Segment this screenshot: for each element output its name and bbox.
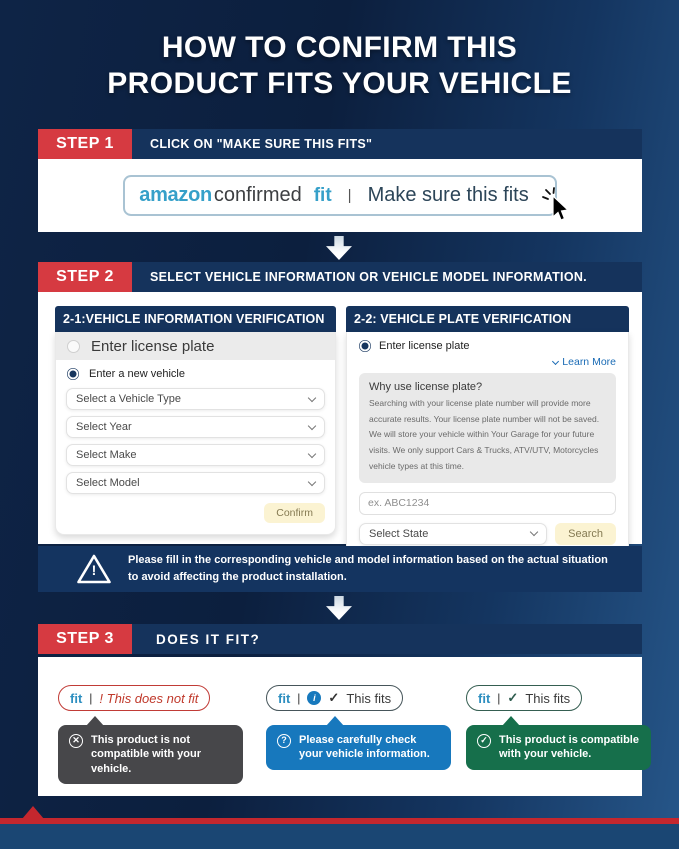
down-arrow-icon [326,236,352,260]
chevron-down-icon [308,421,316,429]
option-enter-license-plate[interactable] [56,332,335,360]
check-info-callout [266,725,451,770]
confirm-button[interactable]: Confirm [264,503,325,523]
year-select[interactable] [66,416,325,438]
warning-triangle-icon [76,553,112,585]
status-text: ! This does not fit [99,690,199,706]
amazon-confirmed-fit-widget[interactable] [123,175,557,216]
fit-badge-not-fit [58,685,210,711]
divider: | [497,691,501,705]
step1-header [38,129,642,159]
question-circle-icon: ? [277,734,291,748]
check-icon: ✓ [507,690,519,705]
radio-unchecked-icon[interactable] [67,340,80,353]
license-plate-input[interactable] [359,492,616,515]
step1-body [38,159,642,232]
x-circle-icon: ✕ [69,734,83,748]
result-does-not-fit [58,685,243,784]
radio-checked-icon[interactable] [67,368,79,380]
search-button[interactable]: Search [555,523,616,545]
panel-right-title: 2-2: VEHICLE PLATE VERIFICATION [346,306,629,332]
step3-header [38,624,642,654]
confirm-row [56,494,335,534]
fit-logo: fit [478,690,491,706]
step2-heading: SELECT VEHICLE INFORMATION OR VEHICLE MODEL INFORMATION. [132,262,642,292]
divider: | [89,691,93,705]
bottom-strip [0,824,679,849]
step2-header [38,262,642,292]
panel-left-card [55,332,336,535]
check-circle-icon: ✓ [477,734,491,748]
option-label: Enter a new vehicle [89,368,185,380]
select-placeholder: Select Year [76,421,132,433]
status-text: This fits [525,690,571,706]
warning-text [128,552,608,586]
divider: | [297,691,301,705]
step3-body [38,657,642,796]
callout-text: This product is not compatible with your vehicle. [91,734,202,775]
state-select[interactable] [359,523,547,545]
license-plate-info-box [359,373,616,483]
panel-left-title: 2-1:VEHICLE INFORMATION VERIFICATION [55,306,336,332]
option-label: Enter license plate [379,340,470,352]
select-placeholder: Select a Vehicle Type [76,393,181,405]
fit-logo: fit [313,184,332,206]
warning-line2: to avoid affecting the product installation. [128,571,347,583]
chevron-down-icon [308,477,316,485]
state-search-row [359,523,616,545]
info-title: Why use license plate? [369,381,483,393]
warning-line1: Please fill in the corresponding vehicle and model information based on the actual situation [128,553,608,566]
page-title-line1: HOW TO CONFIRM THIS [161,31,518,64]
select-placeholder: Select State [369,527,429,540]
result-fits [466,685,651,770]
radio-checked-icon[interactable] [359,340,371,352]
step2-body [38,292,642,544]
warning-bar [38,546,642,592]
info-body: Searching with your license plate number will provide more accurate results. Your license plate number will not be saved. We will store your vehicle within Your Garage for your future visits. We only support Cars & Trucks, ATV/UTV, Motorcycles vehicle types at this time. [369,398,600,471]
step1-heading: CLICK ON "MAKE SURE THIS FITS" [132,129,642,159]
model-select[interactable] [66,472,325,494]
confirmed-label: confirmed [213,184,302,206]
check-icon: ✓ [328,690,340,705]
down-arrow-icon [326,596,352,620]
divider: | [347,187,352,204]
vehicle-type-select[interactable] [66,388,325,410]
select-placeholder: Select Model [76,477,140,489]
cursor-click-icon [541,187,571,226]
chevron-down-icon [308,449,316,457]
select-placeholder: Select Make [76,449,137,461]
fit-badge-fits [466,685,582,711]
learn-more-link[interactable] [359,356,616,368]
warning-exclamation: ! [91,562,97,578]
status-text: This fits [346,690,392,706]
learn-more-label: Learn More [562,356,616,368]
step2-badge: STEP 2 [38,262,132,292]
step1-badge: STEP 1 [38,129,132,159]
compatible-callout [466,725,651,770]
panel-right-card [346,332,629,558]
fit-logo: fit [70,690,83,706]
amazon-logo: amazon [139,184,212,206]
option-label: Enter license plate [91,337,215,355]
option-enter-new-vehicle[interactable] [56,360,335,382]
result-check-info [266,685,451,770]
make-sure-this-fits-link[interactable]: Make sure this fits [367,184,529,206]
vehicle-information-panel [55,306,336,535]
chevron-down-icon [308,393,316,401]
fit-logo: fit [278,690,291,706]
chevron-down-icon [530,528,538,536]
callout-text: This product is compatible with your vehicle. [499,734,639,761]
info-circle-icon: i [307,691,321,705]
page-title [0,30,679,102]
step3-heading: DOES IT FIT? [132,624,642,654]
option-enter-license-plate[interactable] [359,340,616,352]
callout-text: Please carefully check your vehicle information. [299,734,430,761]
make-select[interactable] [66,444,325,466]
page-title-line2: PRODUCT FITS YOUR VEHICLE [107,67,572,100]
not-compatible-callout [58,725,243,784]
fit-badge-check-info [266,685,403,711]
step3-badge: STEP 3 [38,624,132,654]
vehicle-plate-panel [346,306,629,558]
chevron-down-icon [552,357,559,364]
